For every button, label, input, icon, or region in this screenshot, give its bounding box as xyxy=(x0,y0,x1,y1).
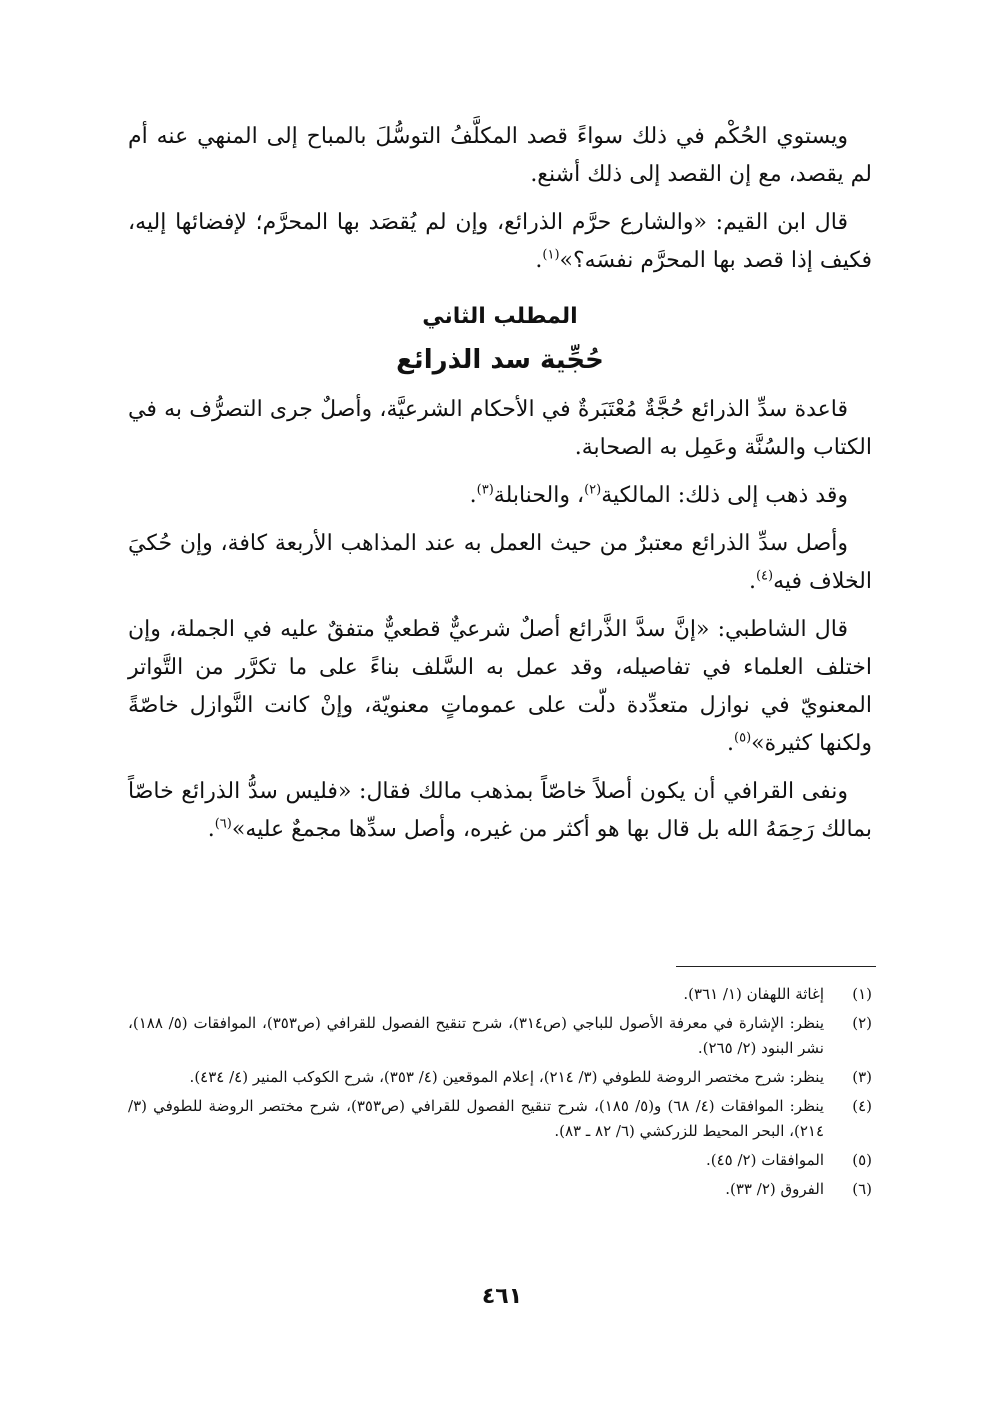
paragraph-7 xyxy=(128,773,872,849)
paragraph-6-text: قال الشاطبي: «إنَّ سدَّ الذَّرائع أصلٌ شرعيٌّ قطعيٌّ متفقٌ عليه في الجملة، وإن اختلف العلماء في تفاصيله، وقد عمل به السَّلف بناءً على ما تكرَّر من التَّواتر المعنويّ في نوازل متعدِّدة دلّت على عموماتٍ معنويّة، وإنْ كانت النَّوازل خاصّةً ولكنها كثيرة» xyxy=(128,617,872,756)
footnote-text: ينظر: الموافقات (٤/ ٦٨) و(٥/ ١٨٥)، شرح تنقيح الفصول للقرافي (ص٣٥٣)، شرح مختصر الروضة للطوفي (٣/ ٢١٤)، البحر المحيط للزركشي (٦/ ٨٢ ـ ٨٣). xyxy=(128,1097,824,1140)
paragraph-5 xyxy=(128,525,872,601)
footnote-number: (٥) xyxy=(852,1151,872,1169)
footnote-text: الفروق (٢/ ٣٣). xyxy=(725,1180,824,1198)
paragraph-2-text: قال ابن القيم: «والشارع حرَّم الذرائع، وإن لم يُقصَد بها المحرَّم؛ لإفضائها إليه، فكيف إذا قصد بها المحرَّم نفسَه؟» xyxy=(128,210,872,273)
section-title: حُجِّية سد الذرائع xyxy=(396,345,604,375)
footnote-ref-6[interactable]: (٦) xyxy=(214,816,232,832)
page-number: ٤٦١ xyxy=(481,1284,523,1309)
paragraph-7-text: ونفى القرافي أن يكون أصلاً خاصّاً بمذهب مالك فقال: «فليس سدُّ الذرائع خاصّاً بمالك رَحِمَهُ الله بل قال بها هو أكثر من غيره، وأصل سدِّها مجمعٌ عليه» xyxy=(128,779,872,842)
footnote-ref-3[interactable]: (٣) xyxy=(476,482,494,498)
footnote-item xyxy=(128,1011,872,1061)
paragraph-3 xyxy=(128,391,872,467)
footnote-ref-1[interactable]: (١) xyxy=(542,247,560,263)
paragraph-6 xyxy=(128,611,872,763)
footnote-item xyxy=(128,1148,872,1173)
paragraph-2-end: . xyxy=(535,248,543,273)
footnote-ref-5[interactable]: (٥) xyxy=(734,730,752,746)
footnote-item xyxy=(128,1065,872,1090)
section-heading: المطلب الثاني xyxy=(422,304,578,329)
paragraph-4-end: . xyxy=(469,483,477,508)
footnote-text: الموافقات (٢/ ٤٥). xyxy=(705,1151,824,1169)
footnote-item xyxy=(128,1094,872,1144)
paragraph-6-end: . xyxy=(727,731,735,756)
paragraph-4-text-a: وقد ذهب إلى ذلك: المالكية xyxy=(601,483,848,508)
footnote-text: ينظر: الإشارة في معرفة الأصول للباجي (ص٣١٤)، شرح تنقيح الفصول للقرافي (ص٣٥٣)، الموافقات (٥/ ١٨٨)، نشر البنود (٢/ ٢٦٥). xyxy=(128,1014,824,1057)
paragraph-5-end: . xyxy=(748,569,756,594)
footnote-divider xyxy=(676,966,876,967)
footnote-text: ينظر: شرح مختصر الروضة للطوفي (٣/ ٢١٤)، إعلام الموقعين (٤/ ٣٥٣)، شرح الكوكب المنير (٤/ ٤٣٤). xyxy=(189,1068,824,1086)
footnote-number: (٤) xyxy=(852,1097,872,1115)
paragraph-3-text: قاعدة سدِّ الذرائع حُجَّةٌ مُعْتَبَرةٌ في الأحكام الشرعيَّة، وأصلٌ جرى التصرُّف به في الكتاب والسُنَّة وعَمِل به الصحابة. xyxy=(128,397,872,460)
footnote-number: (٢) xyxy=(852,1014,872,1032)
paragraph-1 xyxy=(128,118,872,194)
paragraph-4-text-b: ، والحنابلة xyxy=(493,483,585,508)
footnote-item xyxy=(128,1177,872,1202)
footnote-ref-2[interactable]: (٢) xyxy=(584,482,602,498)
paragraph-4 xyxy=(128,477,872,515)
footnote-number: (٦) xyxy=(852,1180,872,1198)
footnote-item xyxy=(128,982,872,1007)
footnote-number: (٣) xyxy=(852,1068,872,1086)
footnote-ref-4[interactable]: (٤) xyxy=(755,568,774,584)
footnote-text: إغاثة اللهفان (١/ ٣٦١). xyxy=(683,985,824,1003)
paragraph-7-end: . xyxy=(207,817,215,842)
paragraph-2 xyxy=(128,204,872,280)
paragraph-5-text: وأصل سدِّ الذرائع معتبرٌ من حيث العمل به عند المذاهب الأربعة كافة، وإن حُكيَ الخلاف فيه xyxy=(128,531,872,594)
footnote-number: (١) xyxy=(852,985,872,1003)
footnotes xyxy=(128,982,872,1206)
paragraph-1-text: ويستوي الحُكْم في ذلك سواءً قصد المكلَّفُ التوسُّلَ بالمباح إلى المنهي عنه أم لم يقصد، مع إن القصد إلى ذلك أشنع. xyxy=(128,124,872,187)
